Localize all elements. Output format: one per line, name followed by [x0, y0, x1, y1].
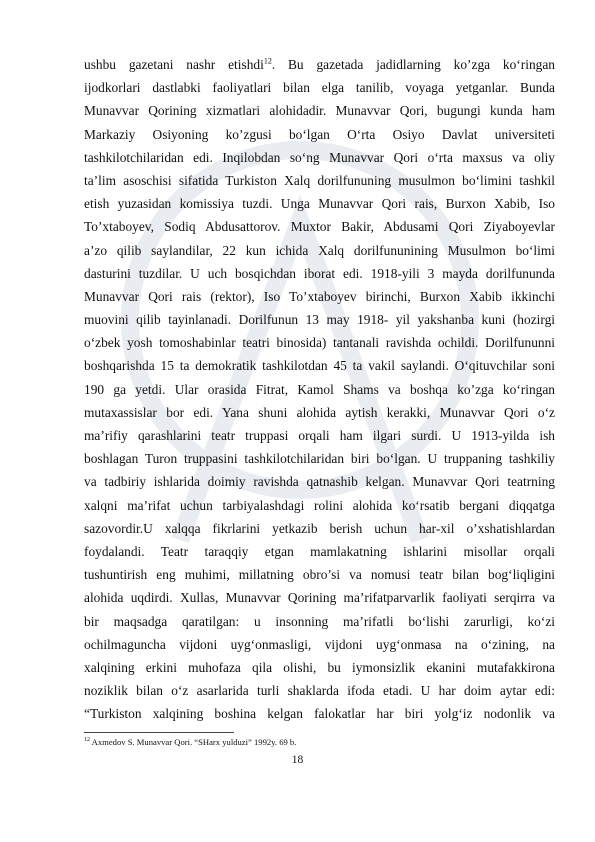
text-line: alohida uqdirdi. Xullas, Munavvar Qorining ma’rifatparvarlik faoliyati serqirra va [84, 590, 555, 606]
text-line: xalqining erkini muhofaza qila olishi, bu iymonsizlik ekanini mutafakkirona [84, 659, 555, 675]
text-line: tashkilotchilaridan edi. Inqilobdan so‘ng Munavvar Qori o‘rta maxsus va oliy [84, 149, 555, 165]
text-line: a’zo qilib saylandilar, 22 kun ichida Xalq dorilfununining Musulmon bo‘limi [84, 242, 555, 258]
text-line: boshqarishda 15 ta demokratik tashkilotdan 45 ta vakil saylandi. O‘qituvchilar soni [84, 358, 555, 374]
text-line-content: . Bu gazetada jadidlarning ko’zga ko‘ringan [271, 57, 555, 72]
text-line: muovini qilib tayinlanadi. Dorilfunun 13 may 1918- yil yakshanba kuni (hozirgi [84, 312, 555, 328]
text-line: “Turkiston xalqining boshina kelgan falokatlar har biri yolg‘iz nodonlik va [84, 706, 555, 722]
text-line: xalqni ma’rifat uchun tarbiyalashdagi rolini alohida ko‘rsatib bergani diqqatga [84, 497, 555, 513]
text-line: Markaziy Osiyoning ko’zgusi bo‘lgan O‘rta Osiyo Davlat universiteti [84, 126, 555, 142]
text-line: Munavvar Qori rais (rektor), Iso To’xtaboyev birinchi, Burxon Xabib ikkinchi [84, 288, 555, 304]
text-line: boshlagan Turon truppasini tashkilotchilaridan biri bo‘lgan. U truppaning tashkiliy [84, 451, 555, 467]
text-line: tushuntirish eng muhimi, millatning obro’si va nomusi teatr bilan bog‘liqligini [84, 567, 555, 583]
text-line: foydalandi. Teatr taraqqiy etgan mamlakatning ishlarini misollar orqali [84, 543, 555, 559]
footnote-text: Axmedov S. Munavvar Qori. “SHarx yulduzi” 1992y. 69 b. [90, 737, 297, 747]
text-line: ma’rifiy qarashlarini teatr truppasi orqali ham ilgari surdi. U 1913-yilda ish [84, 428, 555, 443]
text-line: ijodkorlari dastlabki faoliyatlari bilan elga tanilib, voyaga yetganlar. Bunda [84, 80, 555, 96]
text-line: bir maqsadga qaratilgan: u insonning ma’rifatli bo‘lishi zarurligi, ko‘zi [84, 613, 555, 629]
footnote-number: 12 [84, 737, 90, 744]
footnote-divider [84, 732, 234, 733]
text-line: ochilmaguncha vijdoni uyg‘onmasligi, vijdoni uyg‘onmasa na o‘zining, na [84, 636, 555, 652]
text-line: To’xtaboyev, Sodiq Abdusattorov. Muxtor Bakir, Abdusami Qori Ziyaboyevlar [84, 219, 555, 235]
text-line: noziklik bilan o‘z asarlarida turli shaklarda ifoda etadi. U har doim aytar edi: [84, 683, 555, 699]
text-line: mutaxassislar bor edi. Yana shuni alohida aytish kerakki, Munavvar Qori o‘z [84, 404, 555, 420]
text-line: sazovordir.U xalqqa fikrlarini yetkazib berish uchun har-xil o’xshatishlardan [84, 520, 555, 536]
footnote-reference[interactable]: 12 [263, 56, 272, 66]
page-number: 18 [291, 754, 304, 766]
text-line [84, 53, 555, 76]
text-line: o‘zbek yosh tomoshabinlar teatri binosida) tantanali ravishda ochildi. Dorilfununni [84, 335, 555, 351]
text-line: Munavvar Qorining xizmatlari alohidadir. Munavvar Qori, bugungi kunda ham [84, 103, 555, 119]
text-line-content: ushbu gazetani nashr etishdi [84, 57, 264, 72]
text-line: etish yuzasidan komissiya tuzdi. Unga Munavvar Qori rais, Burxon Xabib, Iso [84, 196, 555, 212]
body-text [84, 53, 555, 725]
text-line: dasturini tuzdilar. U uch bosqichdan iborat edi. 1918-yili 3 mayda dorilfununda [84, 265, 555, 281]
text-line: 190 ga yetdi. Ular orasida Fitrat, Kamol Shams va boshqa ko’zga ko‘ringan [84, 381, 555, 397]
footnote [84, 737, 555, 748]
text-line: va tadbiriy ishlarida doimiy ravishda qatnashib kelgan. Munavvar Qori teatrning [84, 474, 555, 490]
text-line: ta’lim asoschisi sifatida Turkiston Xalq dorilfununing musulmon bo‘limini tashkil [84, 172, 555, 188]
